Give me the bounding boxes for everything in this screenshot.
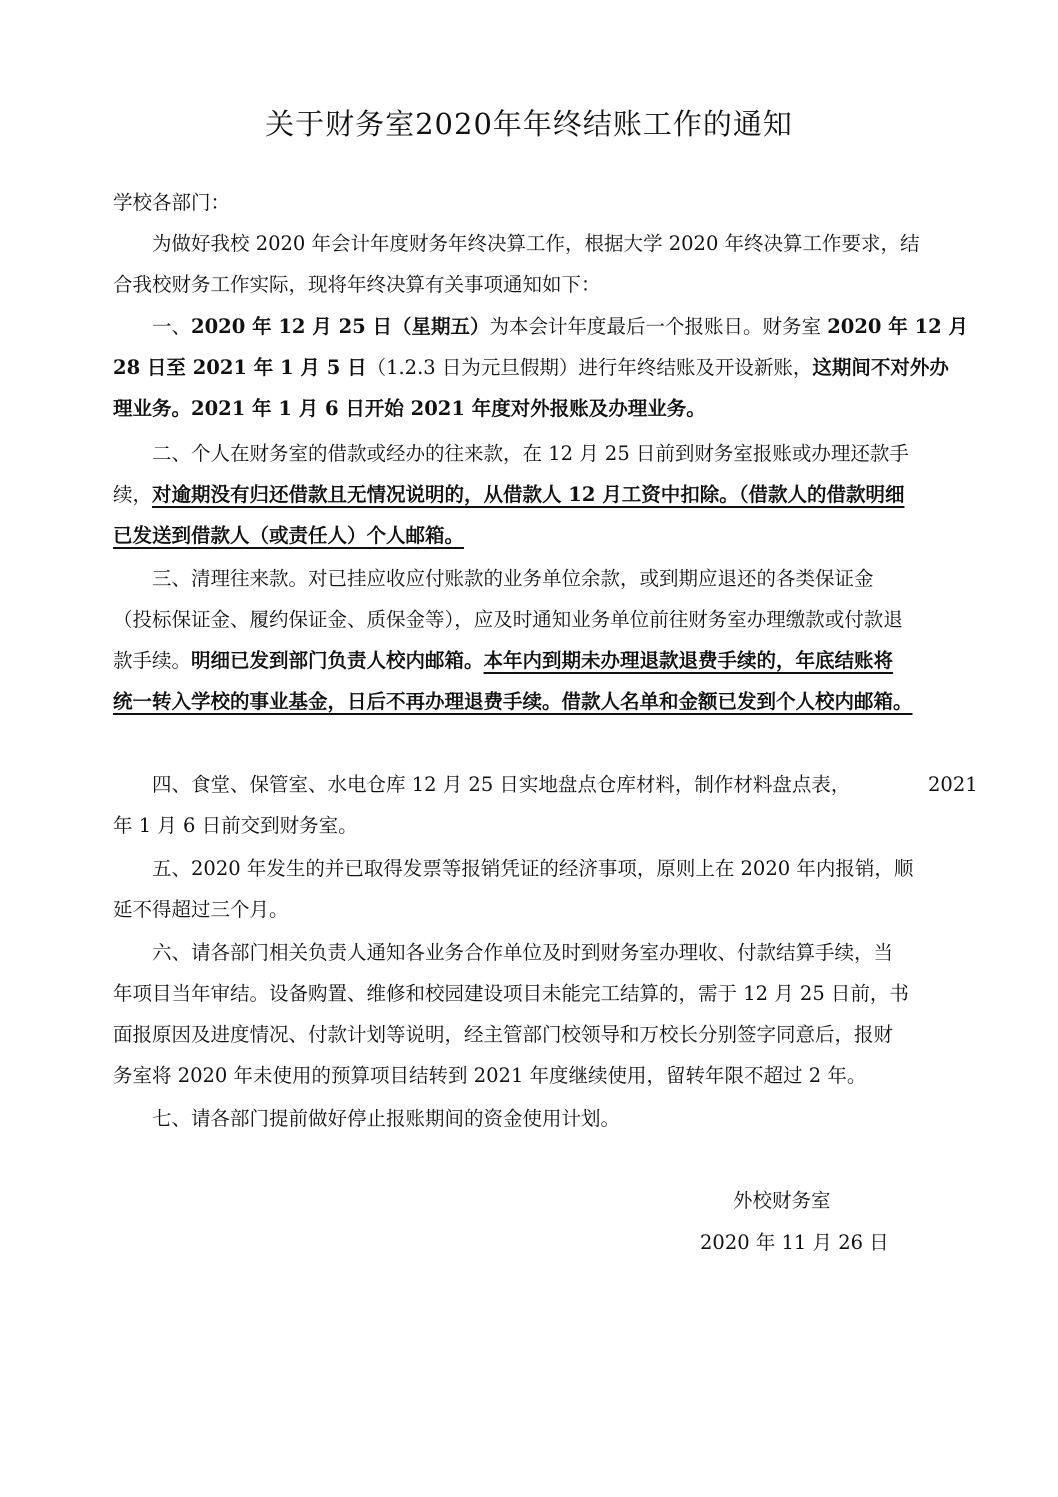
item1-closing-range: 28 日至 2021 年 1 月 5 日 [113, 356, 367, 379]
intro-line-1: 为做好我校 2020 年会计年度财务年终决算工作，根据大学 2020 年终决算工作要求，结 [152, 232, 920, 255]
item1-deadline-date: 2020 年 12 月 25 日（星期五） [191, 315, 490, 338]
salutation: 学校各部门： [113, 191, 231, 214]
item1-line-3: 理业务。2021 年 1 月 6 日开始 2021 年度对外报账及办理业务。 [113, 397, 706, 420]
item5-line-2: 延不得超过三个月。 [113, 898, 289, 921]
item1-holiday-note: （1.2.3 日为元旦假期）进行年终结账及开设新账， [366, 356, 813, 379]
item3-line-1: 三、清理往来款。对已挂应收应付账款的业务单位余款，或到期应退还的各类保证金 [152, 567, 874, 590]
item6-line-3: 面报原因及进度情况、付款计划等说明，经主管部门校领导和万校长分别签字同意后，报财 [113, 1023, 894, 1046]
item2-deduction-notice: 对逾期没有归还借款且无情况说明的，从借款人 12 月工资中扣除。（借款人的借款明细 [152, 483, 905, 506]
item4-line-1-year: 2021 [928, 773, 978, 796]
item6-line-1: 六、请各部门相关负责人通知各业务合作单位及时到财务室办理收、付款结算手续，当 [152, 941, 894, 964]
item3-text-a: 款手续。 [113, 649, 192, 672]
item3-detail-sent: 明细已发到部门负责人校内邮箱。 [191, 649, 484, 672]
document-title: 关于财务室2020年年终结账工作的通知 [265, 107, 793, 141]
intro-line-2: 合我校财务工作实际，现将年终决算有关事项通知如下： [113, 273, 601, 296]
item1-prefix: 一、 [152, 315, 192, 338]
item3-transfer-notice: 本年内到期未办理退款退费手续的，年底结账将 [483, 649, 894, 672]
item5-line-1: 五、2020 年发生的并已取得发票等报销凭证的经济事项，原则上在 2020 年内报销，顺 [152, 857, 914, 880]
signature-date: 2020 年 11 月 26 日 [700, 1231, 889, 1254]
item1-closing-start: 2020 年 12 月 [827, 315, 968, 338]
item2-line-1: 二、个人在财务室的借款或经办的往来款，在 12 月 25 日前到财务室报账或办理还款手 [152, 442, 909, 465]
signature-org: 外校财务室 [733, 1189, 831, 1212]
item4-line-2: 年 1 月 6 日前交到财务室。 [113, 814, 358, 837]
item2-line-2 [113, 482, 904, 508]
item1-line-1 [152, 314, 968, 340]
item3-line-3 [113, 648, 893, 674]
item6-line-2: 年项目当年审结。设备购置、维修和校园建设项目未能完工结算的，需于 12 月 25 日前，书 [113, 982, 909, 1005]
item6-line-4: 务室将 2020 年未使用的预算项目结转到 2021 年度继续使用，留转年限不超过 2 年。 [113, 1064, 867, 1087]
item3-line-2: （投标保证金、履约保证金、质保金等），应及时通知业务单位前往财务室办理缴款或付款退 [113, 608, 903, 631]
item1-line-2 [113, 355, 949, 381]
item7-line-1: 七、请各部门提前做好停止报账期间的资金使用计划。 [152, 1107, 621, 1130]
item1-text-a: 为本会计年度最后一个报账日。财务室 [489, 315, 828, 338]
item4-line-1: 四、食堂、保管室、水电仓库 12 月 25 日实地盘点仓库材料，制作材料盘点表， [152, 773, 851, 796]
item1-no-business: 这期间不对外办 [812, 356, 949, 379]
item2-line-3: 已发送到借款人（或责任人）个人邮箱。 [113, 524, 465, 547]
item3-line-4: 统一转入学校的事业基金，日后不再办理退费手续。借款人名单和金额已发到个人校内邮箱。 [113, 690, 913, 713]
item2-text-a: 续， [113, 483, 153, 506]
